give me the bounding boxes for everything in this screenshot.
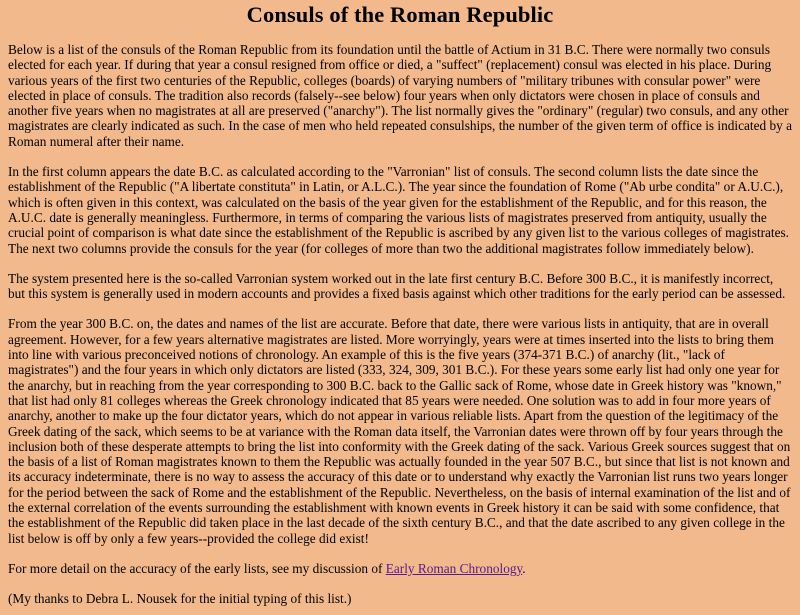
- paragraph-varronian-system: The system presented here is the so-called Varronian system worked out in the late first century B.C. Before 300 B.C., it is manifestly incorrect, but this system is generally used in modern accounts and provides a fixed basis against which other traditions for the early period can be assessed.: [8, 270, 786, 302]
- paragraph-intro: Below is a list of the consuls of the Roman Republic from its foundation until the battle of Actium in 31 B.C. There were normally two consuls elected for each year. If during that year a consul resigned from office or died, a "suffect" (replacement) consul was elected in his place. During various years of the first two centuries of the Republic, colleges (boards) of varying numbers of "military tribunes with consular power" were elected in place of consuls. The tradition also records (falsely--see below) four years when only dictators were chosen in place of consuls and another five years when no magistrates at all are preserved ("anarchy"). The list normally gives the "ordinary" (regular) two consuls, and any other magistrates are clearly indicated as such. In the case of men who held repeated consulships, the number of the given term of office is indicated by a Roman numeral after their name.: [8, 42, 792, 149]
- paragraph-chronology-detail: From the year 300 B.C. on, the dates and names of the list are accurate. Before that date, there were various lists in antiquity, that are in overall agreement. However, for a few years alternative magistrates are listed. More worryingly, years were at times inserted into the lists to bring them into line with various preconceived notions of chronology. An example of this is the five years (374-371 B.C.) of anarchy (lit., "lack of magistrates") and the four years in which only dictators are listed (333, 324, 309, 301 B.C.). For these years some early list had only one year for the anarchy, but in reaching from the year corresponding to 300 B.C. back to the Gallic sack of Rome, whose date in Greek history was "known," that list had only 81 colleges whereas the Greek chronology indicated that 85 years were needed. One solution was to add in four more years of anarchy, another to make up the four dictator years, which do not appear in various reliable lists. Apart from the question of the legitimacy of the Greek dating of the sack, which seems to be at variance with the Roman data itself, the Varronian dates were thrown off by four years through the inclusion both of these desperate attempts to bring the list into conformity with the Greek dating of the sack. Various Greek sources suggest that on the basis of a list of Roman magistrates known to them the Republic was actually founded in the year 507 B.C., but since that list is not known and its accuracy indeterminate, there is no way to assess the accuracy of this date or to understand why exactly the Varronian list runs two years longer for the period between the sack of Rome and the establishment of the Republic. Nevertheless, on the basis of internal examination of the list and of the external correlation of the events surrounding the establishment with known events in Greek history it can be said with some confidence, that the establishment of the Republic did taken place in the last decade of the sixth century B.C., and that the date ascribed to any given college in the list below is off by only a few years--provided the college did exist!: [8, 316, 791, 546]
- page-title: Consuls of the Roman Republic: [246, 2, 554, 27]
- more-detail-text-prefix: For more detail on the accuracy of the early lists, see my discussion of: [8, 560, 386, 576]
- paragraph-columns-explanation: In the first column appears the date B.C. as calculated according to the "Varronian" list of consuls. The second column lists the date since the establishment of the Republic ("A libertate constituta" in Latin, or A.L.C.). The year since the foundation of Rome ("Ab urbe condita" or A.U.C.), which is often given in this context, was calculated on the basis of the year given for the establishment of the Republic, and for this reason, the A.U.C. date is generally meaningless. Furthermore, in terms of comparing the various lists of magistrates preserved from antiquity, usually the crucial point of comparison is what date since the establishment of the Republic is ascribed by any given list to the various colleges of magistrates. The next two columns provide the consuls for the year (for colleges of more than two the additional magistrates follow immediately below).: [8, 164, 789, 256]
- more-detail-text-suffix: .: [522, 560, 526, 576]
- document-page: [0, 2, 800, 615]
- paragraph-acknowledgement: (My thanks to Debra L. Nousek for the initial typing of this list.): [8, 591, 352, 607]
- early-roman-chronology-link[interactable]: Early Roman Chronology: [385, 560, 523, 576]
- paragraph-more-detail: [8, 561, 792, 576]
